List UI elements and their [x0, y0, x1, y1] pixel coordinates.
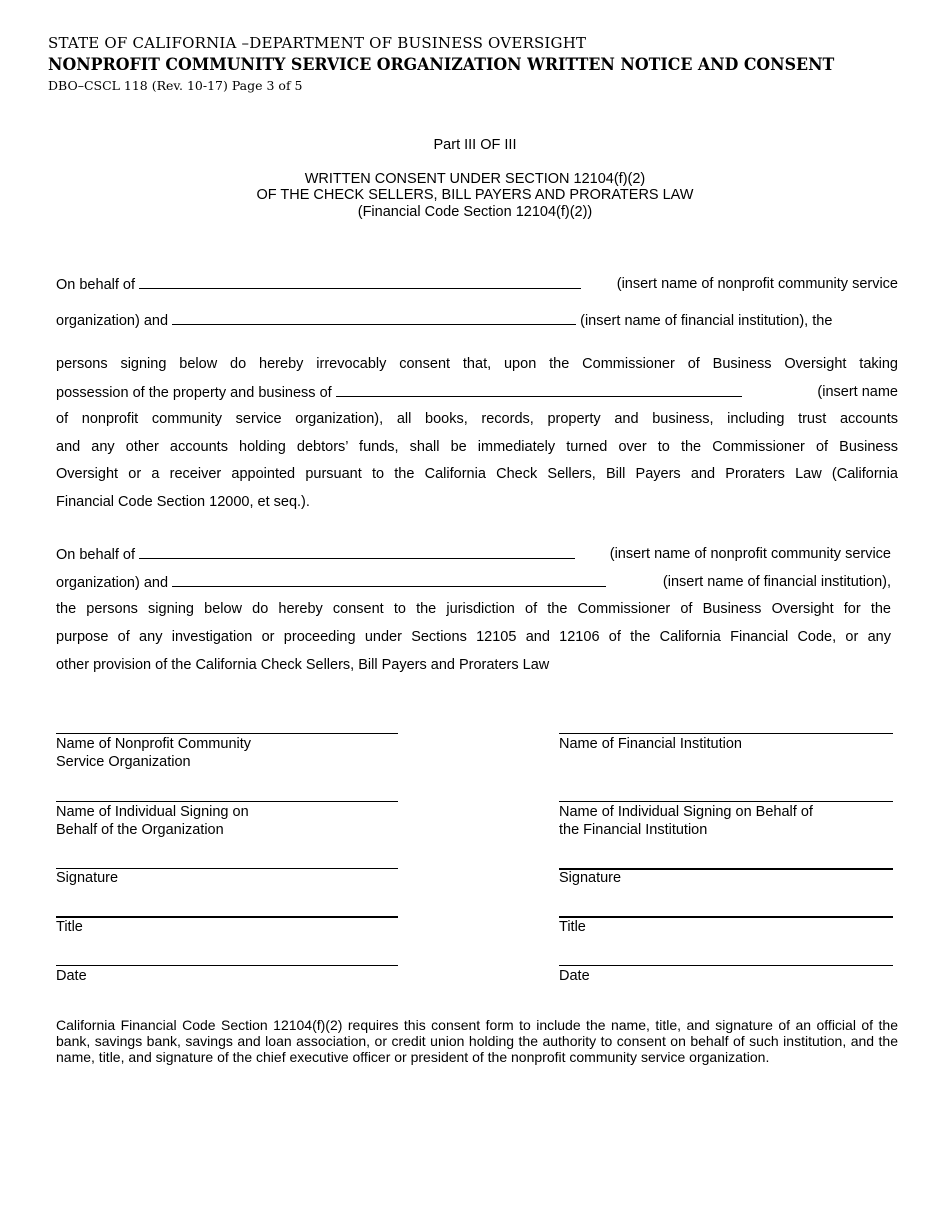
para2-line4: purpose of any investigation or proceeding under Sections 12105 and 12106 of the California Financial Code, or any: [56, 629, 891, 645]
footnote: California Financial Code Section 12104(f)(2) requires this consent form to include the name, title, and signature of an official of the bank, savings bank, savings and loan association, or credit union holding the authority to consent on behalf of such institution, and the name, title, and signature of the chief executive officer or president of the nonprofit community service organization.: [56, 1017, 898, 1065]
form-title: NONPROFIT COMMUNITY SERVICE ORGANIZATION WRITTEN NOTICE AND CONSENT: [48, 55, 835, 75]
part-label: Part III OF III: [433, 137, 517, 153]
institution-signer-label: Name of Individual Signing on Behalf of the Financial Institution: [559, 804, 813, 838]
org-name-signature-line[interactable]: [56, 733, 398, 734]
para2-line3: the persons signing below do hereby consent to the jurisdiction of the Commissioner of Business Oversight for the: [56, 601, 891, 617]
para2-line5: other provision of the California Check Sellers, Bill Payers and Proraters Law: [56, 657, 550, 673]
part-heading-3: (Financial Code Section 12104(f)(2)): [357, 204, 593, 220]
org-name-blank-2[interactable]: [336, 384, 742, 397]
para1-line8: Financial Code Section 12000, et seq.).: [56, 494, 310, 510]
org-signature-label: Signature: [56, 870, 119, 886]
institution-signature-label: Signature: [559, 870, 622, 886]
para2-line1: [56, 546, 891, 563]
org-signer-line[interactable]: [56, 801, 398, 802]
institution-date-line[interactable]: [559, 965, 893, 966]
para2-text: (insert name of financial institution),: [662, 574, 891, 590]
para1-line6: and any other accounts holding debtors’ funds, shall be immediately turned over to the Commissioner of Business: [56, 439, 898, 455]
para2-text: On behalf of: [56, 547, 135, 563]
para1-line2: [56, 312, 898, 329]
institution-signer-line[interactable]: [559, 801, 893, 802]
institution-name-blank-2[interactable]: [172, 574, 606, 587]
org-name-blank-1[interactable]: [139, 276, 581, 289]
agency-header: STATE OF CALIFORNIA –DEPARTMENT OF BUSINESS OVERSIGHT: [48, 34, 587, 52]
institution-name-label: Name of Financial Institution: [559, 736, 742, 752]
institution-title-label: Title: [559, 919, 586, 935]
org-title-label: Title: [56, 919, 83, 935]
para1-line1: [56, 276, 898, 293]
part-heading-2: OF THE CHECK SELLERS, BILL PAYERS AND PRORATERS LAW: [256, 187, 694, 203]
para1-line4: [56, 384, 898, 401]
para1-text: On behalf of: [56, 277, 135, 293]
para1-text: (insert name of nonprofit community service: [616, 276, 898, 292]
form-id: DBO–CSCL 118 (Rev. 10-17) Page 3 of 5: [48, 78, 303, 93]
org-name-blank-3[interactable]: [139, 546, 575, 559]
institution-title-line[interactable]: [559, 916, 893, 918]
para1-line5: of nonprofit community service organization), all books, records, property and business, including trust accounts: [56, 411, 898, 427]
para1-text: possession of the property and business of: [56, 385, 332, 401]
para1-line7: Oversight or a receiver appointed pursuant to the California Check Sellers, Bill Payers and Proraters Law (California: [56, 466, 898, 482]
org-name-label: Name of Nonprofit Community Service Organization: [56, 736, 252, 770]
para2-text: organization) and: [56, 575, 169, 591]
part-heading-1: WRITTEN CONSENT UNDER SECTION 12104(f)(2): [304, 171, 646, 187]
para1-line3: persons signing below do hereby irrevocably consent that, upon the Commissioner of Business Oversight taking: [56, 356, 898, 372]
para1-text: (insert name of financial institution), the: [580, 313, 833, 329]
para1-text: (insert name: [817, 384, 898, 400]
para2-text: (insert name of nonprofit community service: [609, 546, 891, 562]
institution-name-blank-1[interactable]: [172, 312, 576, 325]
org-title-line[interactable]: [56, 916, 398, 918]
institution-date-label: Date: [559, 968, 590, 984]
institution-name-signature-line[interactable]: [559, 733, 893, 734]
org-date-label: Date: [56, 968, 87, 984]
para2-line2: [56, 574, 891, 591]
para1-text: organization) and: [56, 313, 169, 329]
org-signer-label: Name of Individual Signing on Behalf of the Organization: [56, 804, 249, 838]
org-date-line[interactable]: [56, 965, 398, 966]
